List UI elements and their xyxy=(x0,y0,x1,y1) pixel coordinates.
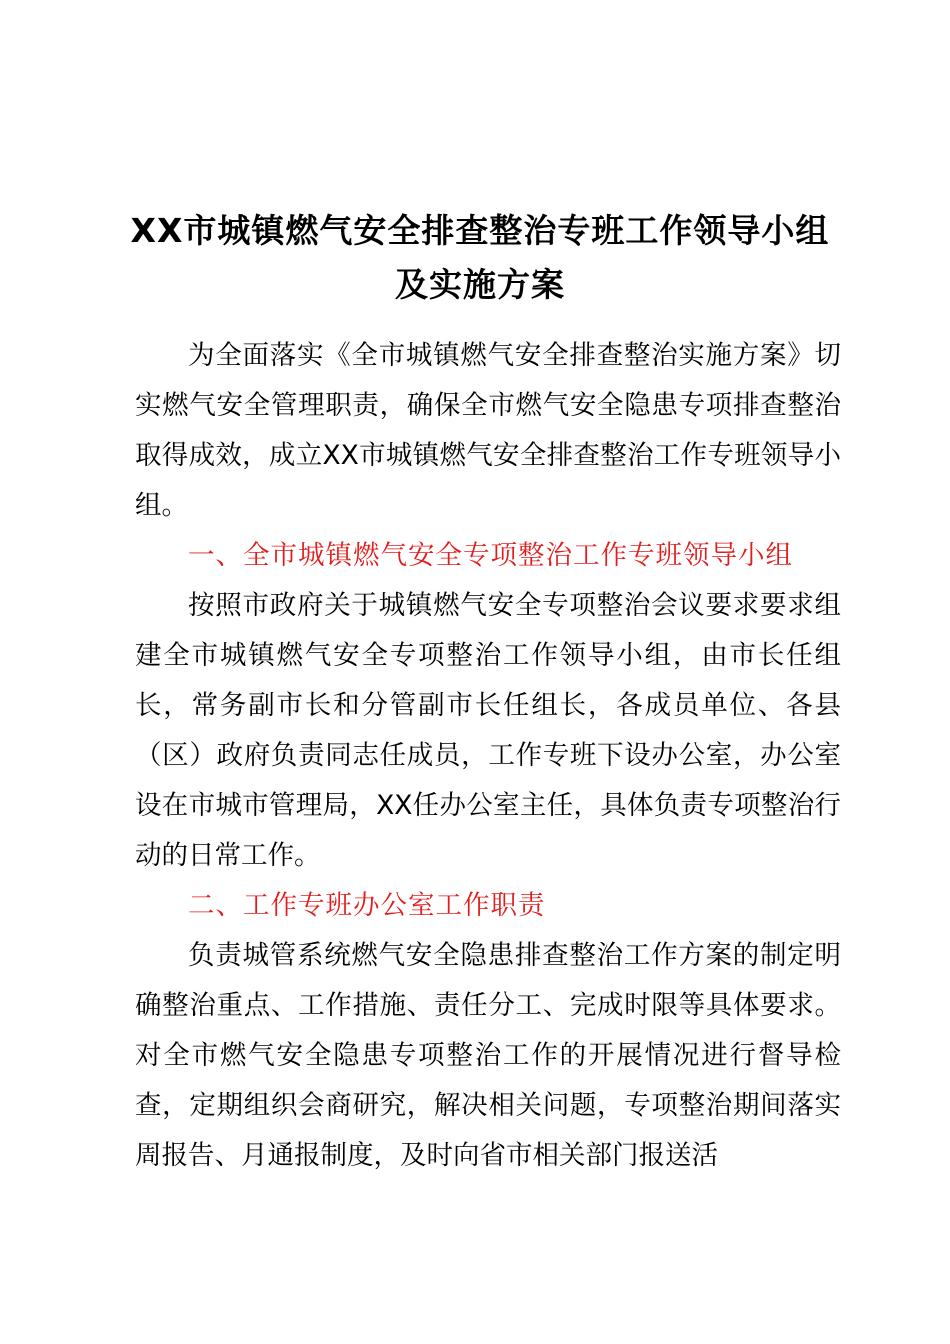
document-body xyxy=(135,331,841,1181)
intro-paragraph: 为全面落实《全市城镇燃气安全排查整治实施方案》切实燃气安全管理职责，确保全市燃气安全隐患专项排查整治取得成效，成立XX市城镇燃气安全排查整治工作专班领导小组。 xyxy=(135,340,841,521)
section-1-paragraph: 按照市政府关于城镇燃气安全专项整治会议要求要求组建全市城镇燃气安全专项整治工作领导小组，由市长任组长，常务副市长和分管副市长任组长，各成员单位、各县（区）政府负责同志任成员，工作专班下设办公室，办公室设在市城市管理局，XX任办公室主任，具体负责专项整治行动的日常工作。 xyxy=(135,590,841,871)
document-title: XX市城镇燃气安全排查整治专班工作领导小组及实施方案 xyxy=(130,211,830,304)
section-heading-1: 一、全市城镇燃气安全专项整治工作专班领导小组 xyxy=(188,540,793,571)
section-2-paragraph: 负责城管系统燃气安全隐患排查整治工作方案的制定明确整治重点、工作措施、责任分工、完成时限等具体要求。对全市燃气安全隐患专项整治工作的开展情况进行督导检查，定期组织会商研究，解决相关问题，专项整治期间落实周报告、月通报制度，及时向省市相关部门报送活 xyxy=(135,940,841,1171)
section-heading-2: 二、工作专班办公室工作职责 xyxy=(188,890,546,921)
